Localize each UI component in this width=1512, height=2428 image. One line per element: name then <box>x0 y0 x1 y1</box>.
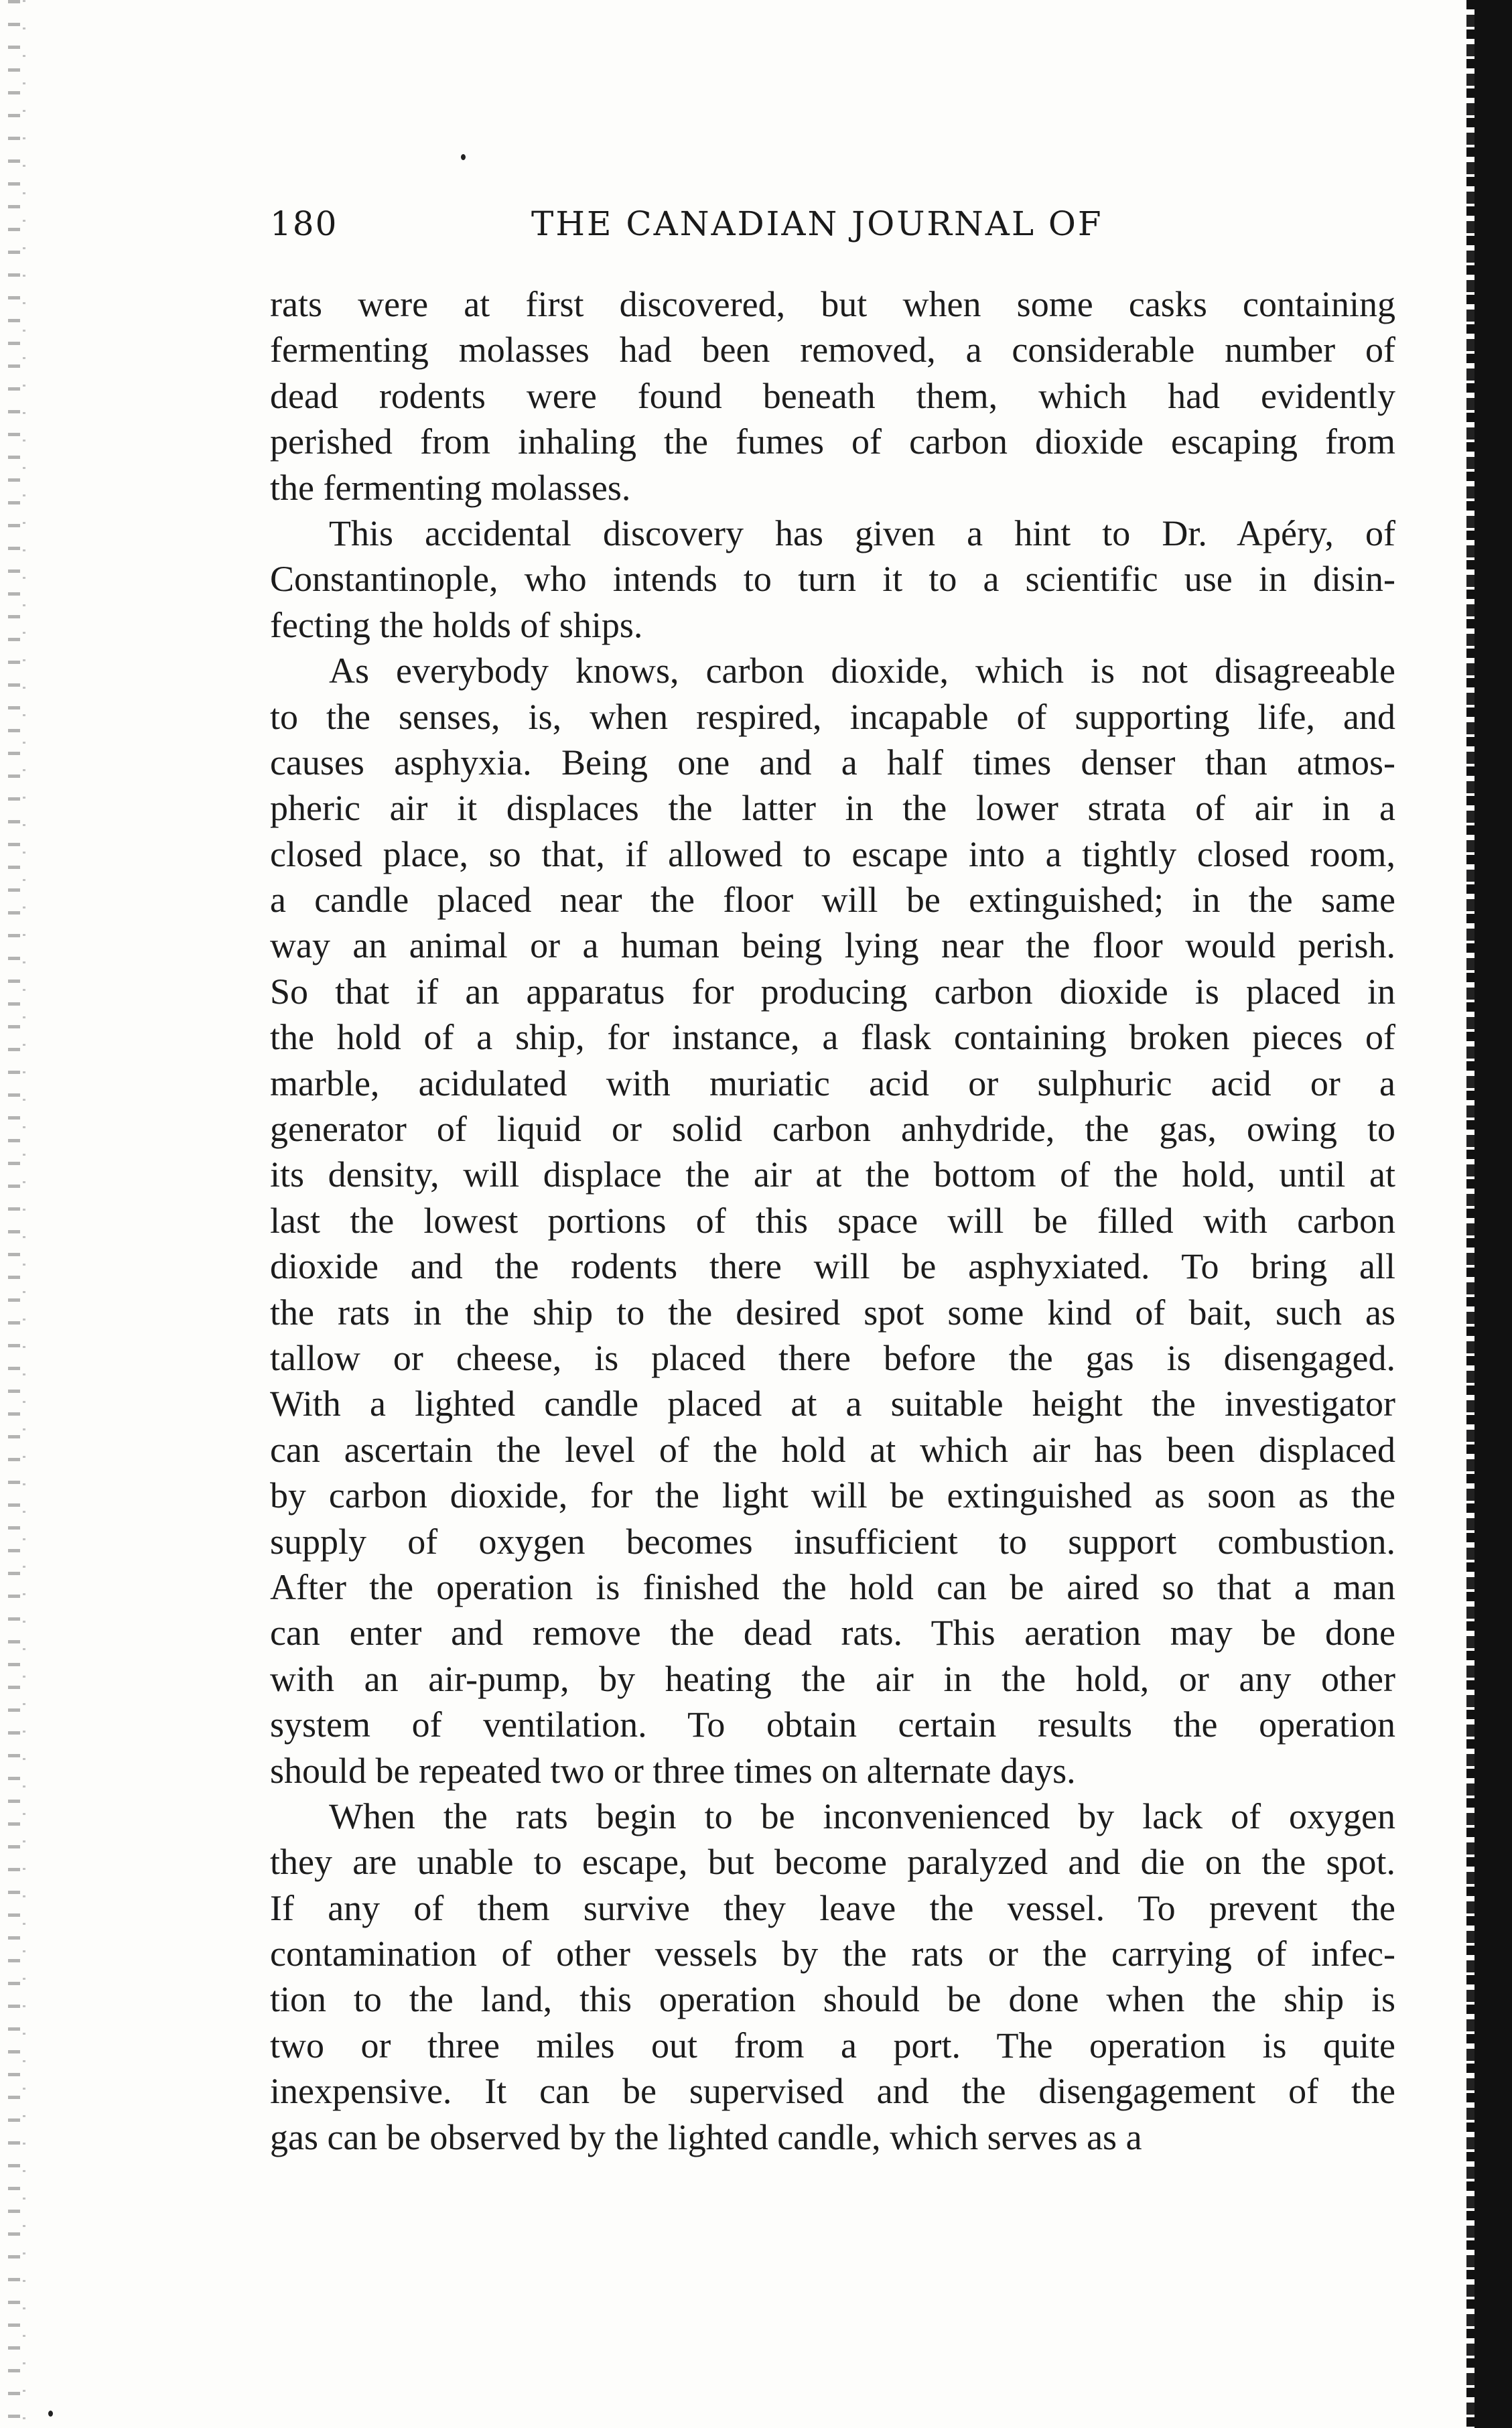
text-line: can ascertain the level of the hold at which air has been displaced <box>270 1429 1395 1470</box>
page-header <box>270 204 1395 251</box>
text-line: perished from inhaling the fumes of carbon dioxide escaping from <box>270 421 1395 462</box>
text-line: system of ventilation. To obtain certain results the operation <box>270 1704 1395 1745</box>
text-line: two or three miles out from a port. The operation is quite <box>270 2025 1395 2066</box>
text-line: dead rodents were found beneath them, which had evidently <box>270 375 1395 416</box>
text-line: Constantinople, who intends to turn it to a scientific use in disin- <box>270 559 1395 600</box>
paragraph <box>270 1794 1395 2160</box>
paragraph <box>270 281 1395 511</box>
text-line: they are unable to escape, but become paralyzed and die on the spot. <box>270 1842 1395 1883</box>
text-line: As everybody knows, carbon dioxide, which is not disagreeable <box>329 651 1395 691</box>
left-scan-edge <box>8 0 20 2428</box>
text-line: pheric air it displaces the latter in the lower strata of air in a <box>270 788 1395 829</box>
text-line: supply of oxygen becomes insufficient to support combustion. <box>270 1521 1395 1562</box>
text-line: generator of liquid or solid carbon anhydride, the gas, owing to <box>270 1109 1395 1150</box>
paragraph <box>270 511 1395 648</box>
text-line: to the senses, is, when respired, incapable of supporting life, and <box>270 696 1395 737</box>
text-line: fermenting molasses had been removed, a considerable number of <box>270 330 1395 370</box>
text-line: fecting the holds of ships. <box>270 604 643 645</box>
text-line: causes asphyxia. Being one and a half times denser than atmos- <box>270 742 1395 783</box>
ink-speck <box>48 2411 53 2417</box>
text-line: inexpensive. It can be supervised and the disengagement of the <box>270 2071 1395 2112</box>
text-line: With a lighted candle placed at a suitable height the investigator <box>270 1384 1395 1424</box>
text-line: gas can be observed by the lighted candle, which serves as a <box>270 2116 1142 2157</box>
text-line: If any of them survive they leave the vessel. To prevent the <box>270 1887 1395 1928</box>
text-line: a candle placed near the floor will be extinguished; in the same <box>270 880 1395 921</box>
text-line: should be repeated two or three times on alternate days. <box>270 1750 1076 1791</box>
paragraph <box>270 648 1395 1794</box>
text-line: So that if an apparatus for producing carbon dioxide is placed in <box>270 971 1395 1012</box>
text-line: This accidental discovery has given a hint to Dr. Apéry, of <box>329 513 1395 553</box>
text-line: tion to the land, this operation should be done when the ship is <box>270 1979 1395 2020</box>
text-line: contamination of other vessels by the rats or the carrying of infec- <box>270 1934 1395 1974</box>
ink-speck <box>461 154 466 160</box>
text-line: tallow or cheese, is placed there before the gas is disengaged. <box>270 1337 1395 1378</box>
text-line: the rats in the ship to the desired spot some kind of bait, such as <box>270 1292 1395 1333</box>
left-scan-edge-dots <box>23 0 25 2428</box>
right-binding-edge <box>1473 0 1512 2428</box>
text-line: the fermenting molasses. <box>270 467 631 508</box>
text-line: the hold of a ship, for instance, a flask containing broken pieces of <box>270 1017 1395 1058</box>
text-line: dioxide and the rodents there will be asphyxiated. To bring all <box>270 1246 1395 1287</box>
text-line: When the rats begin to be inconvenienced by lack of oxygen <box>329 1796 1395 1836</box>
text-line: way an animal or a human being lying near the floor would perish. <box>270 925 1395 966</box>
text-line: can enter and remove the dead rats. This aeration may be done <box>270 1613 1395 1654</box>
text-line: with an air-pump, by heating the air in the hold, or any other <box>270 1658 1395 1699</box>
text-line: last the lowest portions of this space will be filled with carbon <box>270 1200 1395 1241</box>
text-line: rats were at first discovered, but when some casks containing <box>270 284 1395 324</box>
body-text <box>270 281 1395 2160</box>
text-line: After the operation is finished the hold can be aired so that a man <box>270 1566 1395 1607</box>
page-number: 180 <box>270 204 338 243</box>
running-head: THE CANADIAN JOURNAL OF <box>531 204 1103 243</box>
text-line: its density, will displace the air at the bottom of the hold, until at <box>270 1154 1395 1195</box>
text-line: closed place, so that, if allowed to escape into a tightly closed room, <box>270 833 1395 874</box>
text-line: marble, acidulated with muriatic acid or sulphuric acid or a <box>270 1063 1395 1103</box>
text-line: by carbon dioxide, for the light will be extinguished as soon as the <box>270 1475 1395 1516</box>
